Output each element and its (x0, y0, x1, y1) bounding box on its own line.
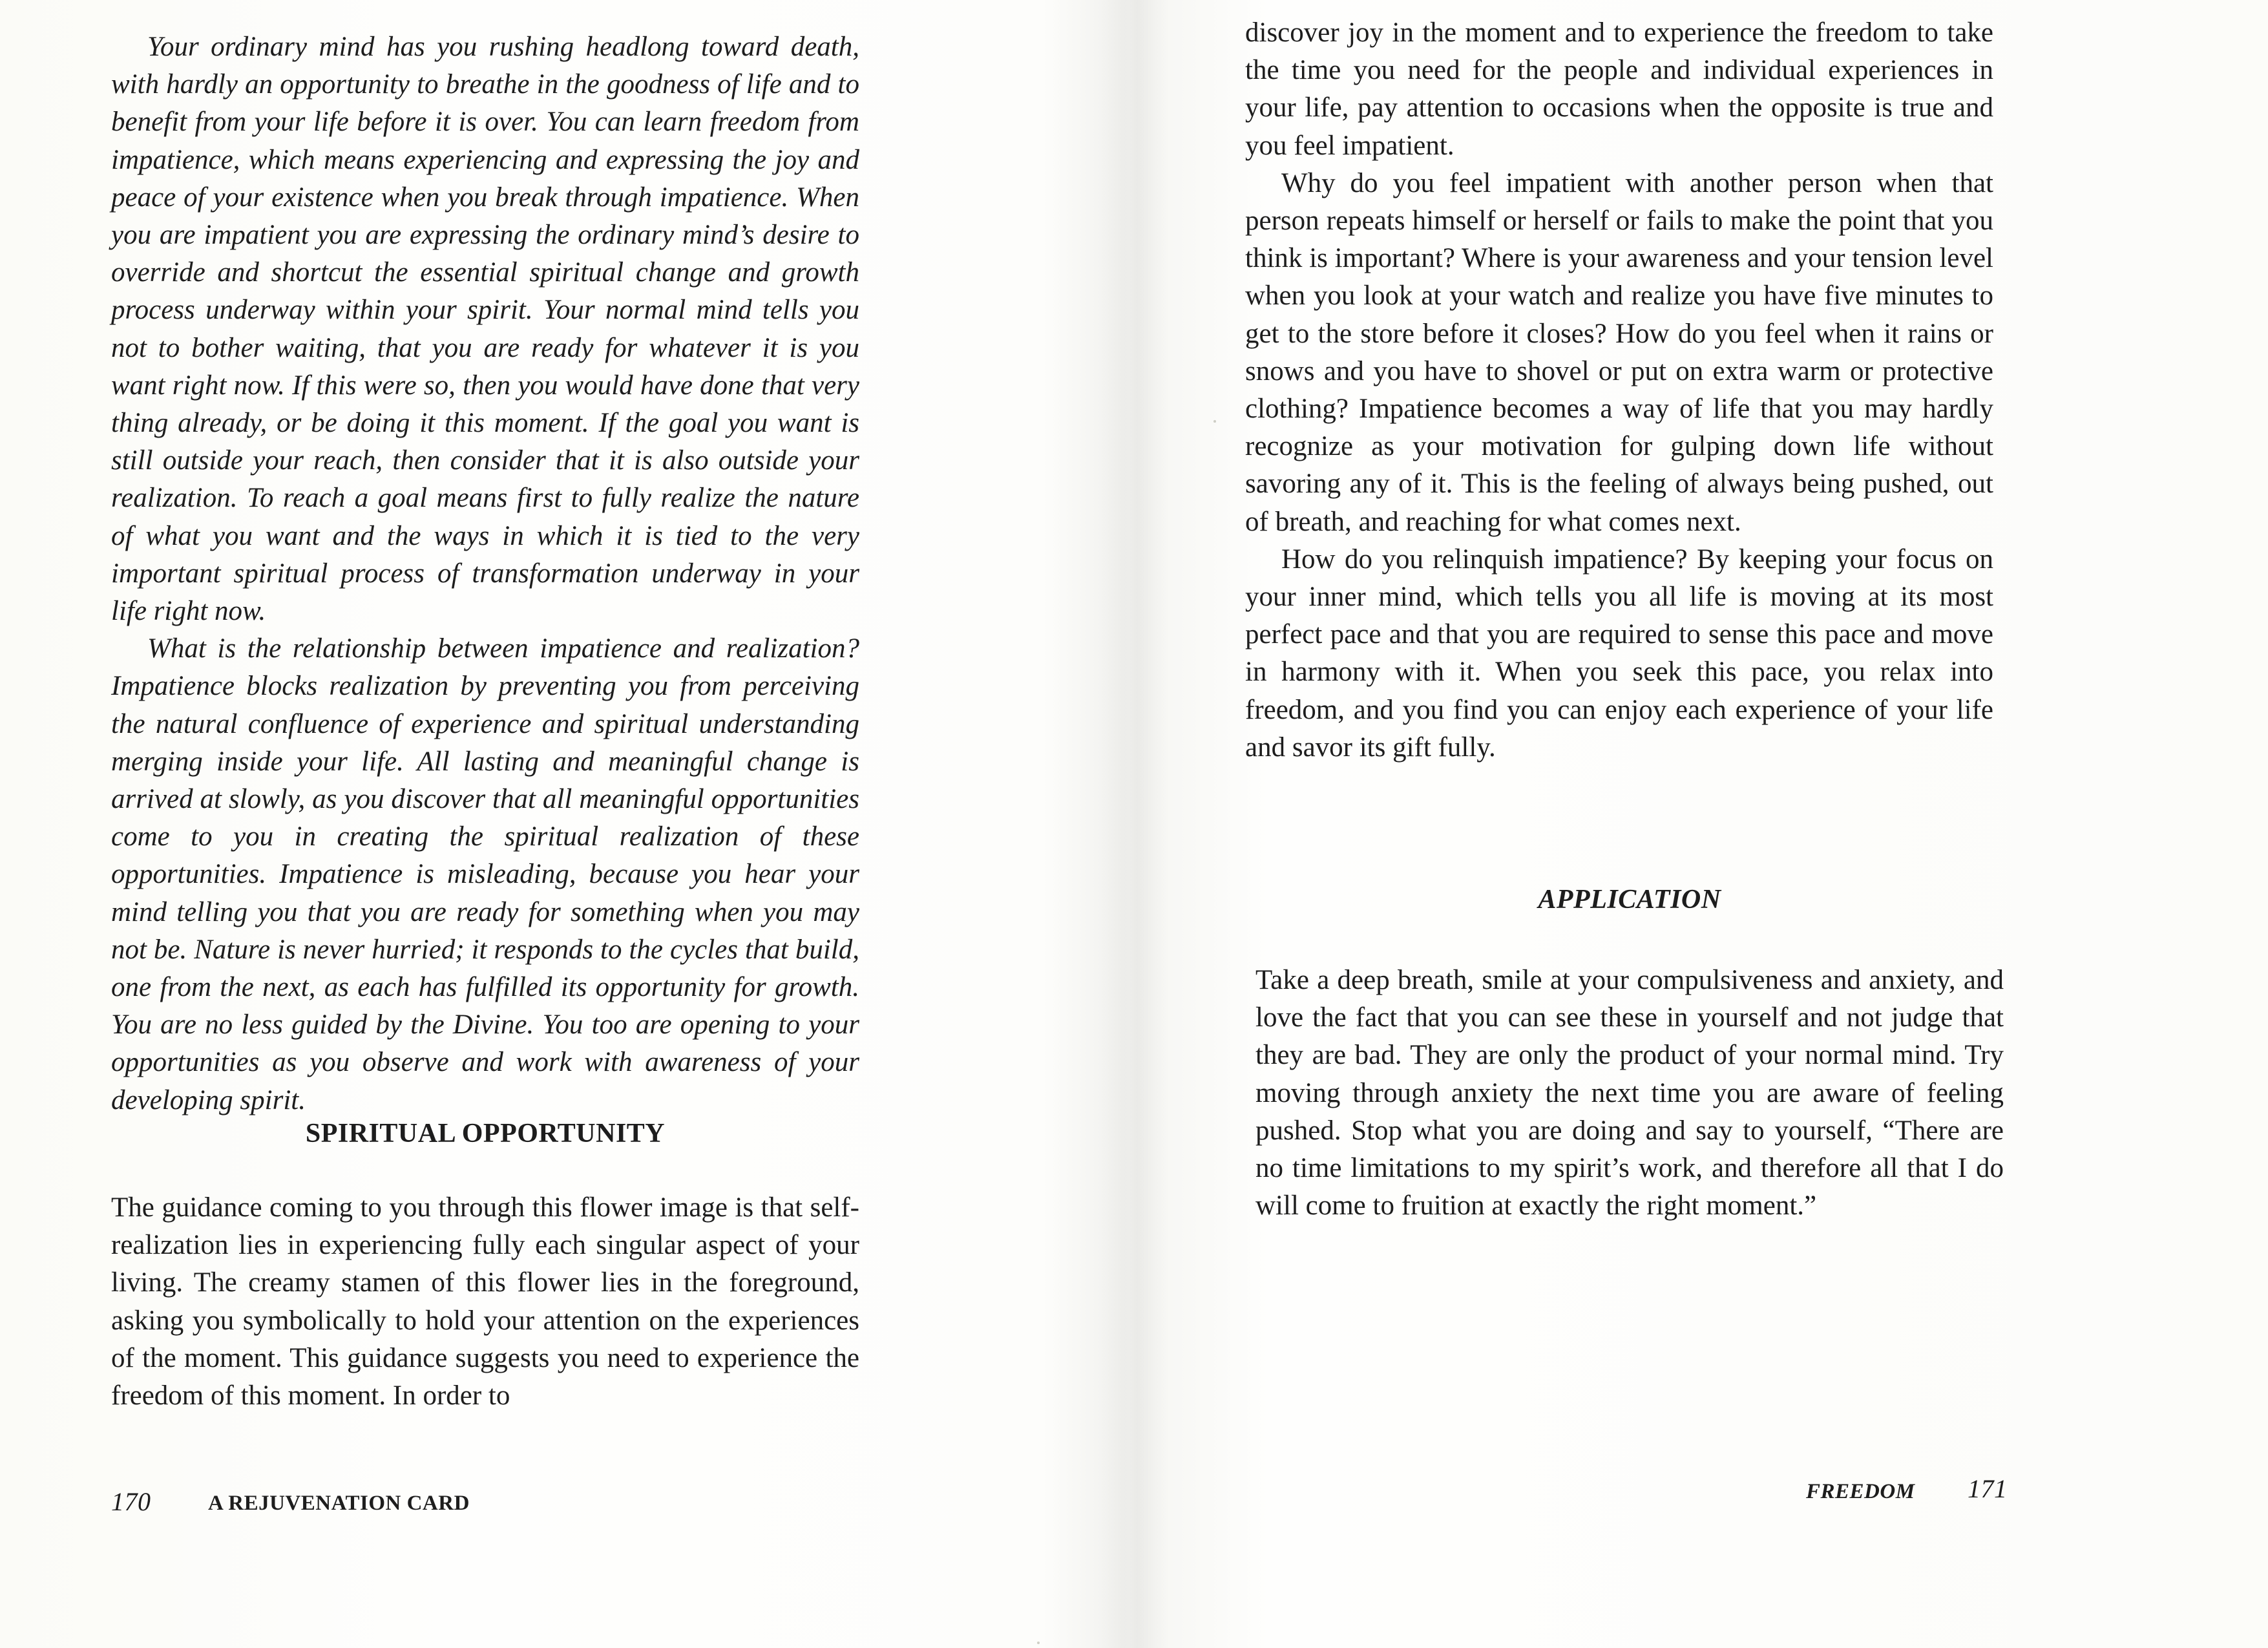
right-page (1134, 0, 2268, 1648)
page-number-right: 171 (1968, 1474, 2008, 1503)
paper-speck (1213, 420, 1216, 423)
page-number-left: 170 (111, 1487, 151, 1516)
paper-speck (1037, 1642, 1040, 1644)
right-body-column (1245, 14, 1993, 766)
right-paragraph-2: Why do you feel impatient with another person when that person repeats himself or herself or fails to make the point that you think is important? Where is your awareness and your tension level when you look at your watch and realize you have five minutes to get to the store before it closes? How do you feel when it rains or snows and you have to shovel or put on extra warm or protective clothing? Impatience becomes a way of life that you may hardly recognize as your motivation for gulping down life without savoring any of it. This is the feeling of always being pushed, out of breath, and reaching for what comes next. (1245, 167, 1993, 537)
application-paragraph: Take a deep breath, smile at your compulsiveness and anxiety, and love the fact that you can see these in yourself and not judge that they are bad. They are only the product of your normal mind. Try moving through anxiety the next time you are aware of feeling pushed. Stop what you are doing and say to yourself, “There are no time limitations to my spirit’s work, and therefore all that I do will come to fruition at exactly the right moment.” (1255, 965, 2004, 1221)
section-heading-application: APPLICATION (1538, 885, 1721, 914)
left-body-column (111, 28, 859, 1119)
right-paragraph-3: How do you relinquish impatience? By keeping your focus on your inner mind, which tells you all life is moving at its most perfect pace and that you are required to sense this pace and move in harmony with it. When you seek this pace, you relax into freedom, and you find you can enjoy each experience of your life and savor its gift fully. (1245, 544, 1993, 763)
section-heading-spiritual-opportunity: SPIRITUAL OPPORTUNITY (305, 1119, 666, 1148)
spiritual-opportunity-section (111, 1118, 859, 1415)
spiritual-opportunity-paragraph: The guidance coming to you through this flower image is that self-realization lies in experiencing fully each singular aspect of your living. The creamy stamen of this flower lies in the foreground, asking you symbolically to hold your attention on the experiences of the moment. This guidance suggests you need to experience the freedom of this moment. In order to (111, 1192, 859, 1411)
left-paragraph-1: Your ordinary mind has you rushing headlong toward death, with hardly an opportunity to breathe in the goodness of life and to benefit from your life before it is over. You can learn freedom from impatience, which means experiencing and expressing the joy and peace of your existence when you break through impatience. When you are impatient you are expressing the ordinary mind’s desire to override and shortcut the essential spiritual change and growth process underway within your spirit. Your normal mind tells you not to bother waiting, that you are ready for whatever it is you want right now. If this were so, then you would have done that very thing already, or be doing it this moment. If the goal you want is still outside your reach, then consider that it is also outside your realization. To reach a goal means first to fully realize the nature of what you want and the ways in which it is tied to the very important spiritual process of transformation underway in your life right now. (111, 32, 859, 627)
running-title-left: A REJUVENATION CARD (208, 1492, 470, 1515)
application-section (1255, 884, 2004, 1225)
running-title-right: FREEDOM (1806, 1480, 1915, 1503)
right-paragraph-1: discover joy in the moment and to experience the freedom to take the time you need for the people and individual experiences in your life, pay attention to occasions when the opposite is true and you feel impatient. (1245, 17, 1993, 161)
left-paragraph-2: What is the relationship between impatience and realization? Impatience blocks realization by preventing you from perceiving the natural confluence of experience and spiritual understanding merging inside your life. All lasting and meaningful change is arrived at slowly, as you discover that all meaningful opportunities come to you in creating the spiritual realization of these opportunities. Impatience is misleading, because you hear your mind telling you that you are ready for something when you may not be. Nature is never hurried; it responds to the cycles that build, one from the next, as each has fulfilled its opportunity for growth. You are no less guided by the Divine. You too are opening to your opportunities as you observe and work with awareness of your developing spirit. (111, 633, 859, 1115)
